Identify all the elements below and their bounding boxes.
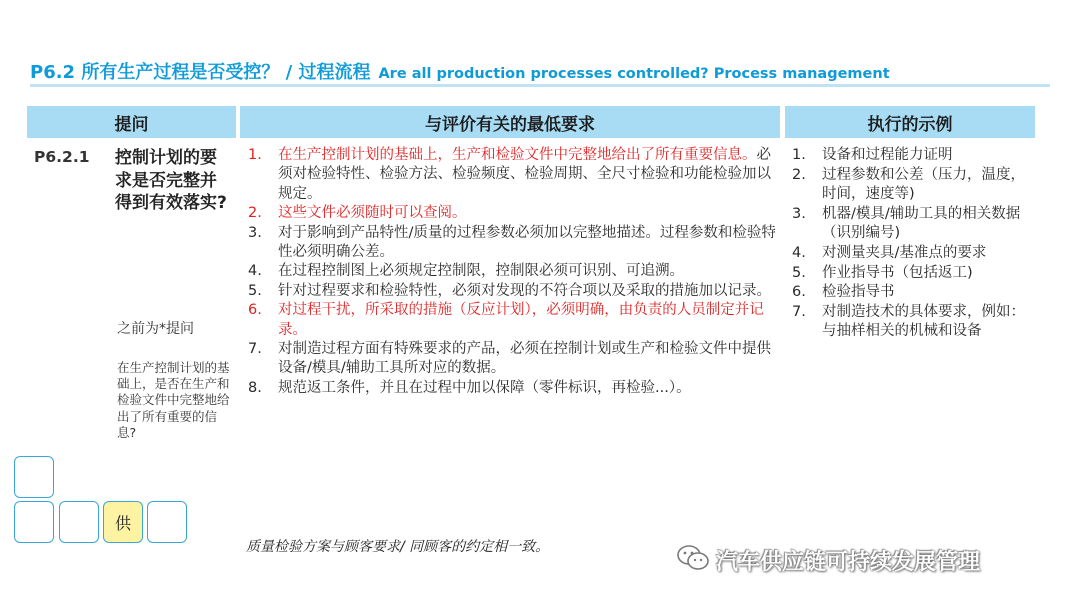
requirement-text-continued: 必须对检验特性、检验方法、检验频度、检验周期、全尺寸检验和功能检验加以规定。 xyxy=(278,147,771,202)
requirement-item xyxy=(248,224,776,263)
example-number: 1. xyxy=(792,147,806,163)
example-text: 检验指导书 xyxy=(822,284,895,301)
header-question: 提问 xyxy=(27,106,236,138)
header-requirements: 与评价有关的最低要求 xyxy=(240,106,780,138)
requirement-item xyxy=(248,204,776,223)
requirement-item xyxy=(248,340,776,379)
example-item xyxy=(792,244,1037,264)
example-number: 7. xyxy=(792,303,806,320)
example-number: 4. xyxy=(792,244,806,261)
example-text: 作业指导书（包括返工) xyxy=(822,264,973,281)
requirement-number: 7. xyxy=(248,341,262,358)
question-text: 控制计划的要求是否完整并得到有效落实? xyxy=(115,148,227,213)
process-box-empty xyxy=(147,501,187,543)
question-number: P6.2.1 xyxy=(34,148,90,166)
requirement-number: 4. xyxy=(248,263,262,280)
requirement-number: 8. xyxy=(248,379,262,396)
example-text: 过程参数和公差（压力，温度，时间，速度等) xyxy=(822,166,1025,203)
example-item xyxy=(792,303,1037,342)
example-number: 2. xyxy=(792,166,806,183)
example-number: 6. xyxy=(792,284,806,301)
requirement-item xyxy=(248,146,776,204)
process-box-empty xyxy=(14,456,54,498)
example-text: 设备和过程能力证明 xyxy=(822,147,953,163)
example-text: 对制造技术的具体要求，例如：与抽样相关的机械和设备 xyxy=(822,303,1025,340)
requirements-list xyxy=(248,146,776,398)
requirement-item xyxy=(248,282,776,301)
example-number: 5. xyxy=(792,264,806,281)
example-number: 3. xyxy=(792,205,806,222)
requirement-item xyxy=(248,379,776,398)
previous-question-label: 之前为*提问 xyxy=(117,321,194,337)
example-item xyxy=(792,205,1037,244)
brand-text: 汽车供应链可持续发展管理 xyxy=(716,549,981,575)
requirement-item xyxy=(248,262,776,281)
requirement-item xyxy=(248,301,776,340)
examples-list xyxy=(792,146,1037,342)
requirement-number: 5. xyxy=(248,282,262,299)
previous-question-text: 在生产控制计划的基础上，是否在生产和检验文件中完整地给出了所有重要的信息? xyxy=(117,360,230,440)
example-item xyxy=(792,146,1037,166)
requirement-text: 这些文件必须随时可以查阅。 xyxy=(278,205,467,222)
requirement-number: 2. xyxy=(248,205,262,222)
example-item xyxy=(792,264,1037,284)
requirement-text: 在过程控制图上必须规定控制限，控制限必须可识别、可追溯。 xyxy=(278,263,684,280)
requirement-number: 1. xyxy=(248,147,262,163)
requirement-number: 3. xyxy=(248,224,262,241)
requirement-text: 对过程干扰，所采取的措施（反应计划），必须明确，由负责的人员制定并记录。 xyxy=(278,302,764,338)
requirement-number: 6. xyxy=(248,302,262,319)
requirement-text: 针对过程要求和检验特性，必须对发现的不符合项以及采取的措施加以记录。 xyxy=(278,282,771,299)
example-text: 对测量夹具/基准点的要求 xyxy=(822,244,987,261)
title-chinese: P6.2 所有生产过程是否受控？ / 过程流程 xyxy=(30,62,371,83)
requirement-text: 对制造过程方面有特殊要求的产品，必须在控制计划或生产和检验文件中提供设备/模具/辅助工具所对应的数据。 xyxy=(278,341,771,377)
title-divider xyxy=(30,84,1050,87)
example-item xyxy=(792,166,1037,205)
example-text: 机器/模具/辅助工具的相关数据（识别编号) xyxy=(822,205,1021,242)
example-item xyxy=(792,283,1037,303)
page-title xyxy=(30,58,890,84)
title-english: Are all production processes controlled? Process management xyxy=(378,66,890,82)
requirement-text: 规范返工条件，并且在过程中加以保障（零件标识，再检验...）。 xyxy=(278,379,691,396)
header-examples: 执行的示例 xyxy=(785,106,1035,138)
footnote: 质量检验方案与顾客要求/ 同顾客的约定相一致。 xyxy=(246,539,550,555)
process-box-empty xyxy=(59,501,99,543)
process-box-empty xyxy=(14,501,54,543)
brand-watermark xyxy=(676,544,980,576)
requirement-text: 对于影响到产品特性/质量的过程参数必须加以完整地描述。过程参数和检验特性必须明确公差。 xyxy=(278,224,776,261)
wechat-icon xyxy=(676,544,710,576)
supplier-box xyxy=(103,501,143,543)
supplier-box-label: 供 xyxy=(114,513,131,533)
requirement-text: 在生产控制计划的基础上，生产和检验文件中完整地给出了所有重要信息。 xyxy=(278,147,757,163)
